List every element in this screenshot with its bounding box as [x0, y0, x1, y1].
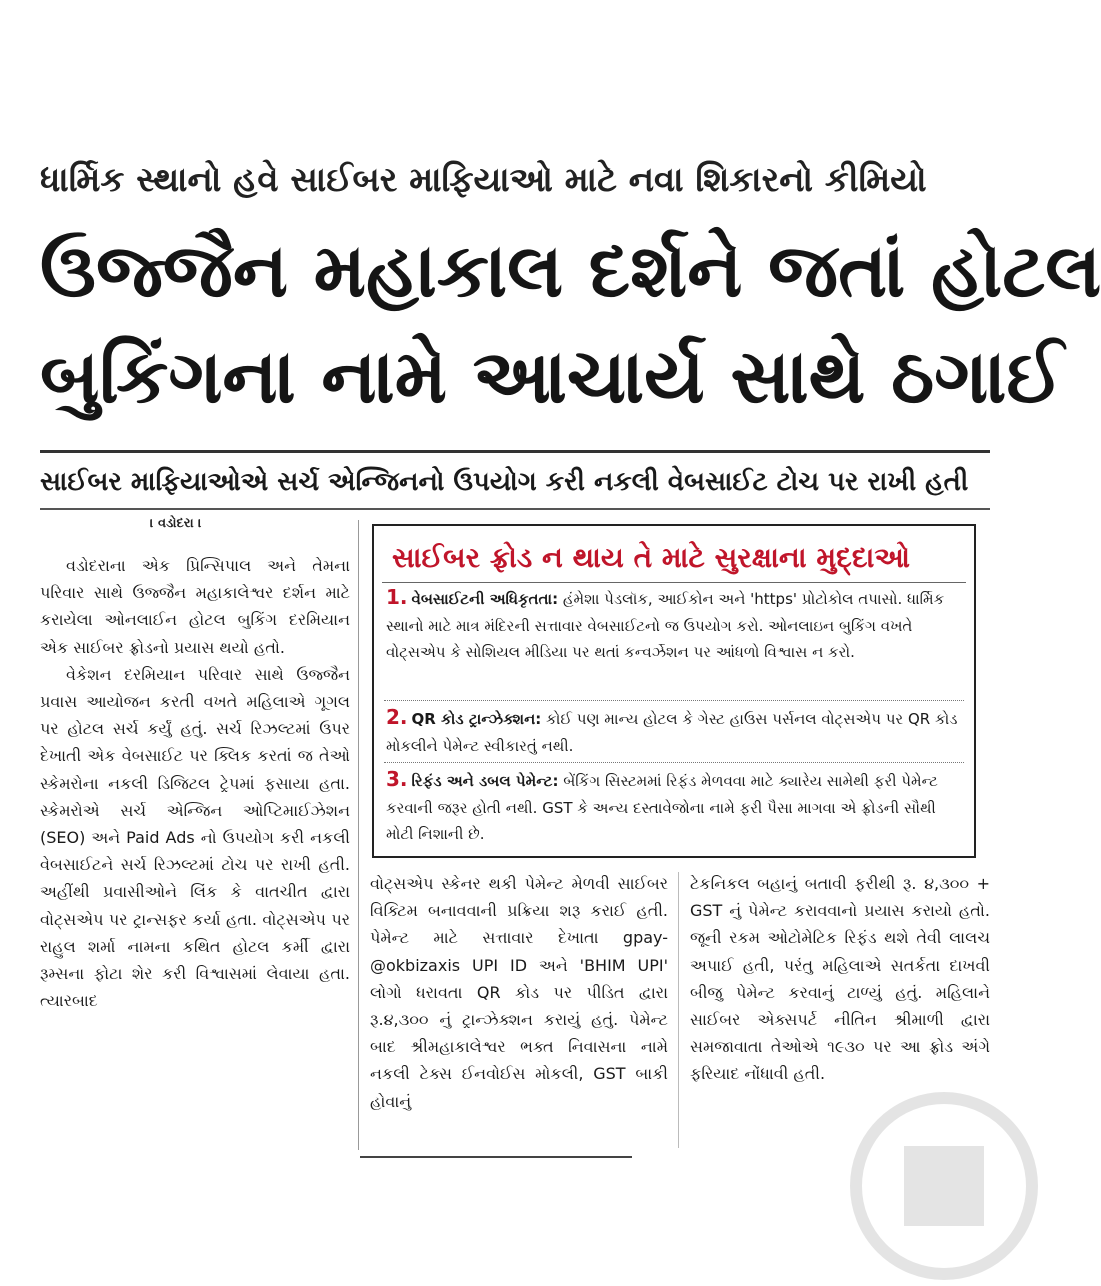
point-number: 2.: [386, 705, 408, 729]
headline-line-2: બુકિંગના નામે આચાર્ય સાથે ઠગાઈ: [40, 334, 1064, 420]
headline-divider: [40, 450, 990, 453]
box-title-divider: [382, 582, 966, 583]
body-paragraph: વોટ્સએપ સ્કેનર થકી પેમેન્ટ મેળવી સાઈબર વિક્ટિમ બનાવવાની પ્રક્રિયા શરૂ કરાઈ હતી. પેમેન્ટ માટે સત્તાવાર દેખાતા gpay-@okbizaxis UPI ID અને 'BHIM UPI' લોગો ધરાવતા QR કોડ પર પીડિત દ્વારા રૂ.૪,૩૦૦ નું ટ્રાન્ઝેક્શન કરાયું હતું. પેમેન્ટ બાદ શ્રીમહાકાલેશ્વર ભક્ત નિવાસના નામે નકલી ટેક્સ ઈનવોઈસ મોકલી, GST બાકી હોવાનું: [370, 874, 668, 1111]
article-kicker: ધાર્મિક સ્થાનો હવે સાઈબર માફિયાઓ માટે નવા શિકારનો કીમિયો: [40, 160, 927, 200]
dateline: । વડોદરા ।: [150, 516, 202, 531]
article-headline: [40, 218, 1101, 430]
point-text: હંમેશા પેડલૉક, આઈકોન અને 'https' પ્રોટોકોલ તપાસો. ધાર્મિક સ્થાનો માટે માત્ર મંદિરની સત્તાવાર વેબસાઈટનો જ ઉપયોગ કરો. ઓનલાઇન બુકિંગ વખતે વોટ્સએપ કે સોશિયલ મીડિયા પર થતાં કન્વર્ઝેશન પર આંધળો વિશ્વાસ ન કરો.: [386, 590, 945, 661]
headline-line-1: ઉજ્જૈન મહાકાલ દર્શને જતાં હોટલ: [40, 228, 1101, 314]
safety-tips-box: [372, 524, 976, 858]
point-divider: [384, 700, 964, 701]
column-divider: [678, 872, 679, 1148]
point-lead: વેબસાઈટની અધિકૃતતા:: [411, 590, 559, 608]
article-subheadline: સાઈબર માફિયાઓએ સર્ચ એન્જિનનો ઉપયોગ કરી નકલી વેબસાઈટ ટોચ પર રાખી હતી: [40, 467, 969, 497]
point-number: 3.: [386, 767, 408, 791]
bottom-divider: [360, 1156, 632, 1158]
point-text: બેંકિંગ સિસ્ટમમાં રિફંડ મેળવવા માટે ક્યારેય સામેથી ફરી પેમેન્ટ કરવાની જરૂર હોતી નથી. GST કે અન્ય દસ્તાવેજોના નામે ફરી પૈસા માગવા એ ફ્રોડની સૌથી મોટી નિશાની છે.: [386, 772, 938, 843]
safety-box-title: સાઈબર ફ્રોડ ન થાય તે માટે સુરક્ષાના મુદ્દાઓ: [392, 541, 910, 574]
point-text: કોઈ પણ માન્ય હોટલ કે ગેસ્ટ હાઉસ પર્સનલ વોટ્સએપ પર QR કોડ મોકલીને પેમેન્ટ સ્વીકારતું નથી.: [386, 710, 958, 755]
subheadline-divider: [40, 508, 990, 510]
body-paragraph: ટેકનિકલ બહાનું બતાવી ફરીથી રૂ. ૪,૩૦૦ + GST નું પેમેન્ટ કરાવવાનો પ્રયાસ કરાયો હતો. જૂની રકમ ઓટોમેટિક રિફંડ થશે તેવી લાલચ અપાઈ હતી, પરંતુ મહિલાએ સતર્કતા દાખવી બીજુ પેમેન્ટ કરવાનું ટાળ્યું હતું. મહિલાને સાઈબર એક્સપર્ટ નીતિન શ્રીમાળી દ્વારા સમજાવાતા તેઓએ ૧૯૩૦ પર આ ફ્રોડ અંગે ફરિયાદ નોંધાવી હતી.: [690, 874, 990, 1084]
point-number: 1.: [386, 585, 408, 609]
body-column-left: [40, 552, 350, 1152]
body-paragraph: વડોદરાના એક પ્રિન્સિપાલ અને તેમના પરિવાર સાથે ઉજ્જૈન મહાકાલેશ્વર દર્શન માટે કરાયેલા ઓનલાઈન હોટલ બુકિંગ દરમિયાન એક સાઈબર ફ્રોડનો પ્રયાસ થયો હતો.: [40, 556, 350, 657]
column-divider: [358, 520, 359, 1150]
safety-point: [386, 704, 964, 760]
body-column-middle: [370, 870, 668, 1152]
body-paragraph: વેકેશન દરમિયાન પરિવાર સાથે ઉજ્જૈન પ્રવાસ આયોજન કરતી વખતે મહિલાએ ગૂગલ પર હોટલ સર્ચ કર્યું હતું. સર્ચ રિઝલ્ટમાં ઉપર દેખાતી એક વેબસાઈટ પર ક્લિક કરતાં જ તેઓ સ્કેમરોના નકલી ડિજિટલ ટ્રેપમાં ફસાયા હતા. સ્કેમરોએ સર્ચ એન્જિન ઓપ્ટિમાઈઝેશન (SEO) અને Paid Ads નો ઉપયોગ કરી નકલી વેબસાઈટને સર્ચ રિઝલ્ટમાં ટોચ પર રાખી હતી. અહીંથી પ્રવાસીઓને લિંક કે વાતચીત દ્વારા વોટ્સએપ પર ટ્રાન્સફર કર્યા હતા. વોટ્સએપ પર રાહુલ શર્મા નામના કથિત હોટલ કર્મી દ્વારા રૂમ્સના ફોટા શેર કરી વિશ્વાસમાં લેવાયા હતા. ત્યારબાદ: [40, 664, 350, 1011]
point-lead: QR કોડ ટ્રાન્ઝેક્શન:: [411, 710, 542, 728]
safety-point: [386, 584, 964, 696]
point-divider: [384, 762, 964, 763]
safety-point: [386, 766, 964, 852]
body-column-right: [690, 870, 990, 1152]
point-lead: રિફંડ અને ડબલ પેમેન્ટ:: [411, 772, 559, 790]
